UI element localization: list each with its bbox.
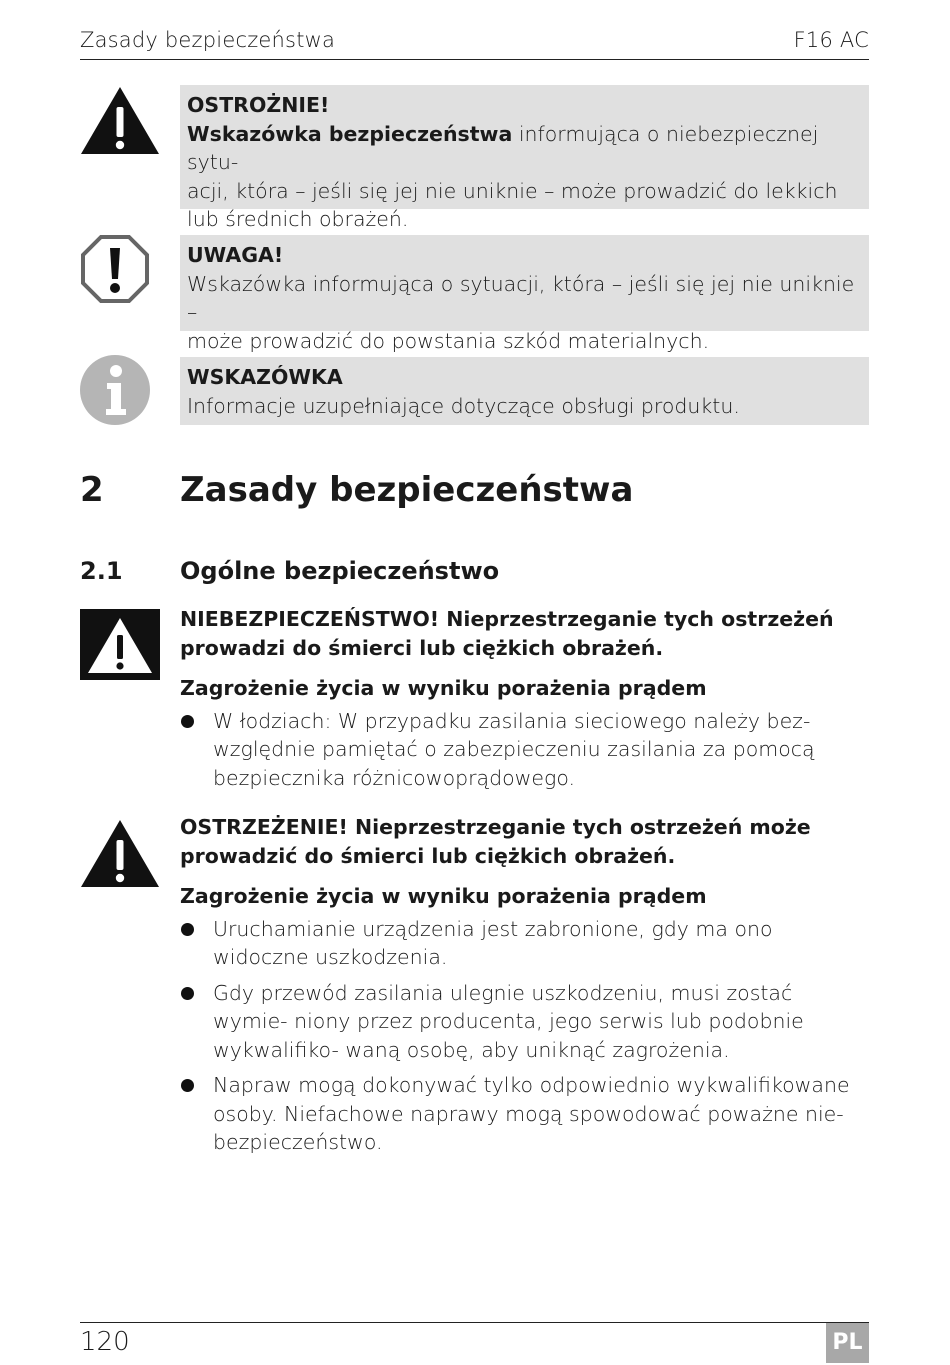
warning-list (180, 915, 870, 1157)
danger-block (180, 605, 870, 799)
caution-text-rest: informująca o niebezpiecznej sytu- (187, 121, 819, 174)
warning-triangle-icon (80, 85, 160, 155)
page-number: 120 (80, 1327, 130, 1357)
subsection-title: Ogólne bezpieczeństwo (180, 557, 500, 585)
warning-triangle-icon (80, 818, 160, 888)
bullet-icon (181, 715, 194, 728)
notice-title: UWAGA! (187, 243, 284, 267)
warning-hazard: Zagrożenie życia w wyniku porażenia prądem (180, 884, 707, 908)
header-model: F16 AC (793, 28, 869, 52)
list-item: W łodziach: W przypadku zasilania sieciowego należy bez- względnie pamiętać o zabezpieczeniu zasilania za pomocą bezpiecznika różnicowoprądowego. (180, 707, 870, 793)
info-icon (80, 355, 150, 425)
footer-divider (80, 1322, 869, 1323)
bullet-icon (181, 923, 194, 936)
caution-notice (180, 85, 869, 231)
warning-lead-line2: prowadzić do śmierci lub ciężkich obrażeń. (180, 843, 676, 868)
danger-boxed-triangle-icon (80, 609, 160, 680)
warning-lead-line1: OSTRZEŻENIE! Nieprzestrzeganie tych ostrzeżeń może (180, 815, 811, 839)
notice-uwaga (180, 235, 869, 353)
notice-text-line1: Wskazówka informująca o sytuacji, która – jeśli się jej nie uniknie – (187, 271, 855, 324)
language-badge: PL (826, 1323, 869, 1363)
page-header (80, 28, 869, 60)
section-title: Zasady bezpieczeństwa (180, 470, 634, 510)
header-section-title: Zasady bezpieczeństwa (80, 28, 336, 52)
danger-lead-line2: prowadzi do śmierci lub ciężkich obrażeń. (180, 635, 664, 660)
caution-title: OSTROŻNIE! (187, 93, 330, 117)
caution-text-line3: lub średnich obrażeń. (187, 207, 409, 231)
octagon-exclamation-icon (80, 234, 150, 304)
danger-lead-line1: NIEBEZPIECZEŃSTWO! Nieprzestrzeganie tych ostrzeżeń (180, 607, 834, 631)
danger-hazard: Zagrożenie życia w wyniku porażenia prądem (180, 676, 707, 700)
danger-lead (180, 605, 870, 662)
caution-text (187, 120, 861, 234)
danger-list (180, 707, 870, 793)
warning-lead (180, 813, 870, 870)
caution-bold-lead: Wskazówka bezpieczeństwa (187, 121, 513, 146)
subsection-number: 2.1 (80, 557, 123, 585)
list-item: Napraw mogą dokonywać tylko odpowiednio wykwalifikowane osoby. Niefachowe naprawy mogą spowodować poważne nie- bezpieczeństwo. (180, 1071, 870, 1157)
note-title: WSKAZÓWKA (187, 365, 343, 389)
section-number: 2 (80, 470, 104, 510)
notice-text-line2: może prowadzić do powstania szkód materialnych. (187, 328, 710, 353)
bullet-icon (181, 987, 194, 1000)
warning-block (180, 813, 870, 1164)
bullet-icon (181, 1079, 194, 1092)
note-text: Informacje uzupełniające dotyczące obsługi produktu. (187, 393, 740, 418)
list-item: Uruchamianie urządzenia jest zabronione, gdy ma ono widoczne uszkodzenia. (180, 915, 870, 972)
list-item: Gdy przewód zasilania ulegnie uszkodzeniu, musi zostać wymie- niony przez producenta, jego serwis lub podobnie wykwalifiko- waną osobę, aby uniknąć zagrożenia. (180, 979, 870, 1065)
caution-text-line2: acji, która – jeśli się jej nie uniknie – może prowadzić do lekkich (187, 178, 838, 203)
note-wskazowka (180, 357, 869, 425)
